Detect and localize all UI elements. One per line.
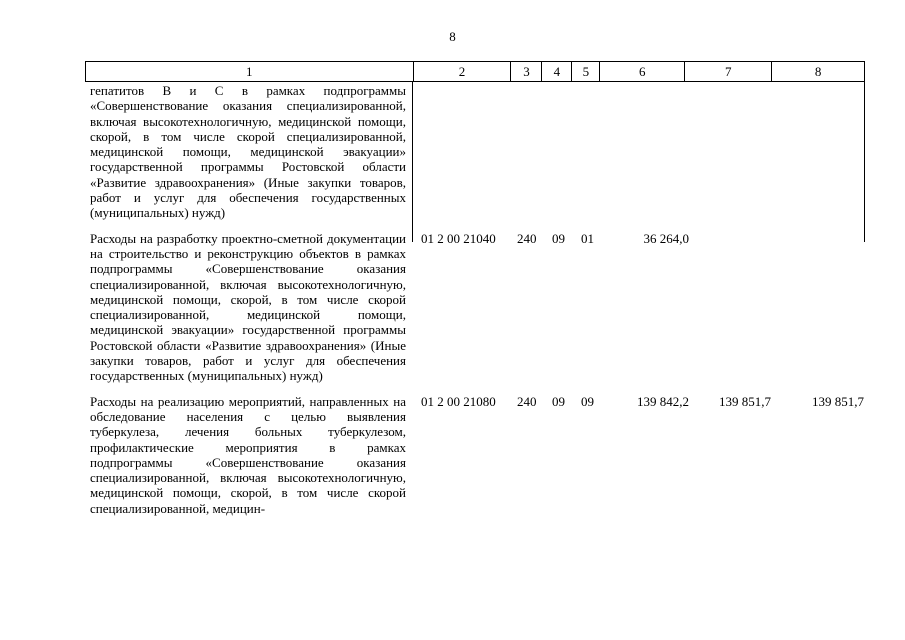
table-body <box>90 83 865 516</box>
table-row <box>90 83 865 221</box>
row-sum-3: 139 851,7 <box>812 393 864 409</box>
row-code: 01 2 00 21080 <box>421 393 496 409</box>
row-sum-1: 36 264,0 <box>643 230 689 246</box>
page-number: 8 <box>449 29 456 44</box>
table-row <box>90 231 865 384</box>
header-col-4: 4 <box>542 62 572 81</box>
row-rz: 09 <box>552 393 565 409</box>
row-code: 01 2 00 21040 <box>421 230 496 246</box>
row-rz: 09 <box>552 230 565 246</box>
header-col-3: 3 <box>511 62 542 81</box>
row-description: гепатитов В и С в рамках подпрограммы «Совершенствование оказания специализированной, включая высокотехнологичную, медицинской помощи, скорой, в том числе скорой специализированной, медицинской помощи, медицинской эвакуации» государственной программы Ростовской области «Развитие здравоохранения» (Иные закупки товаров, работ и услуг для обеспечения государственных (муниципальных) нужд) <box>90 83 406 221</box>
row-sum-2: 139 851,7 <box>719 393 771 409</box>
header-col-8: 8 <box>772 62 865 81</box>
row-pr: 09 <box>581 393 594 409</box>
row-description: Расходы на реализацию мероприятий, направленных на обследование населения с целью выявления туберкулеза, лечения больных туберкулезом, профилактические мероприятия в рамках подпрограммы «Совершенствование оказания специализированной, включая высокотехнологичную, медицинской помощи, скорой, в том числе скорой специализированной, медицин- <box>90 393 406 516</box>
header-col-1: 1 <box>86 62 414 81</box>
row-sum-1: 139 842,2 <box>637 393 689 409</box>
table-header <box>85 61 865 82</box>
header-col-6: 6 <box>600 62 685 81</box>
row-vr: 240 <box>517 393 537 409</box>
header-col-2: 2 <box>414 62 512 81</box>
row-vr: 240 <box>517 230 537 246</box>
header-col-5: 5 <box>572 62 600 81</box>
table-row <box>90 394 865 516</box>
row-description: Расходы на разработку проектно-сметной документации на строительство и реконструкцию объектов в рамках подпрограммы «Совершенствование оказания специализированной, включая высокотехнологичную, медицинской помощи, скорой, в том числе скорой специализированной, медицинской помощи, медицинской эвакуации» государственной программы Ростовской области «Развитие здравоохранения» (Иные закупки товаров, работ и услуг для обеспечения государственных (муниципальных) нужд) <box>90 230 406 384</box>
header-col-7: 7 <box>685 62 772 81</box>
row-pr: 01 <box>581 230 594 246</box>
